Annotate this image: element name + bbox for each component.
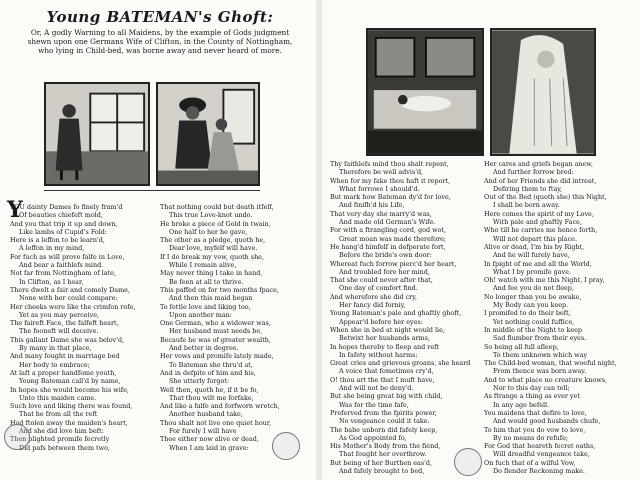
verse-line: One day of comfort find. — [339, 284, 418, 293]
verse-line: And he will furely have, — [493, 251, 570, 260]
verse-line: There dwelt a fair and comely Dame, — [10, 285, 130, 294]
verse-line: In fafety without harms: — [339, 350, 418, 359]
verse-line: And finifh'd his Life, — [339, 201, 405, 210]
subtitle-line: who lying in Child-bed, was borne away and never heard of more. — [38, 46, 282, 55]
verse-line: And wherefore she did cry, — [330, 292, 418, 301]
verse-line: Another husband take, — [169, 410, 243, 419]
woodcut-bed-scene-image — [368, 30, 482, 154]
verse-line: Before the bride's own door: — [339, 251, 432, 260]
verse-line: Defiring them to ftay, — [493, 184, 563, 193]
ballad-subtitle — [10, 28, 310, 55]
verse-line: And you that trip it up and down, — [10, 219, 118, 228]
verse-line: Had ftolen away the maiden's heart, — [10, 418, 128, 427]
verse-line: From thence was born away. — [493, 367, 587, 376]
verse-line: Who till he carries me hence forth, — [484, 226, 598, 235]
library-stamp — [454, 448, 482, 476]
subtitle-line: shewn upon one Germans Wife of Clifton, in the County of Nottingham, — [27, 37, 293, 46]
verse-line: And bear a faithlefs mind. — [19, 261, 104, 270]
verse-line: And of her Friends she did intreat, — [484, 176, 597, 185]
verse-line: A voice that fometimes cry'd, — [339, 367, 434, 376]
verse-line: And in defpite of him and his, — [160, 368, 256, 377]
verse-line: No longer than you be awake, — [484, 292, 582, 301]
verse-line: By many in that place, — [19, 344, 92, 353]
verse-line: Great moan was made therefore; — [339, 234, 447, 243]
verse-line: Her vows and promife lately made, — [160, 352, 274, 361]
woodcut-ghost-image — [492, 30, 594, 154]
verse-line: And better in degree. — [169, 344, 239, 353]
verse-line: Not far from Nottingham of late, — [10, 269, 116, 278]
verse-line: To them unknown which way — [493, 350, 588, 359]
library-stamp — [4, 424, 30, 450]
verse-line: Her cares and griefs began anew, — [484, 160, 594, 168]
verse-line: The faireft Face, the falfeft heart, — [10, 319, 119, 328]
verse-line: Of beauties chiefeft mold, — [19, 211, 103, 220]
verse-line: Her fancy did forniy, — [339, 301, 406, 310]
verse-line: Her cheeks were like the crimfon rofe, — [10, 302, 136, 311]
verse-line: By no means do refufe; — [493, 433, 568, 442]
verse-line: Becaufe he was of greater wealth, — [160, 335, 271, 344]
verse-line: YOU dainty Dames fo finely fram'd — [10, 203, 123, 211]
verse-line: While I remain alive, — [169, 261, 237, 270]
verse-line: My Body can you keep. — [493, 301, 569, 310]
verse-line: And then this maid began — [169, 294, 253, 303]
verse-line: Here is a leffon to be learn'd, — [10, 236, 105, 245]
right-page — [322, 0, 640, 480]
verse-line: A leffon in my mind, — [19, 244, 85, 253]
verse-line: I promifed to do their beft, — [484, 309, 571, 318]
verse-line: Appear'd before her eyes: — [339, 317, 423, 326]
verse-line: O! thou art the that I muft have, — [330, 375, 435, 384]
woodcut-house-figure — [44, 82, 150, 186]
verse-line: In Clifton, as I hear, — [19, 277, 84, 286]
verse-line: Will dreadful vengeance take, — [493, 450, 590, 459]
verse-line: To Bateman she thru'd at, — [169, 360, 253, 369]
verse-line: Young Bateman call'd by name, — [19, 377, 121, 386]
subtitle-line: Or, A godly Warning to all Maidens, by the example of Gods judgment — [30, 28, 290, 37]
verse-line: You maidens that defire to love, — [484, 408, 587, 417]
verse-line: Thee either now alive or dead, — [160, 435, 259, 444]
woodcut-couple-image — [158, 84, 258, 184]
verse-line: Then plighted promife fecretly — [10, 435, 110, 444]
verse-line: Yet nothing could fuffice, — [493, 317, 575, 326]
verse-line: And further forrow bred: — [493, 168, 574, 177]
verse-line: Alive or dead, I'm his by Right, — [484, 242, 585, 251]
woodcut-ghost — [490, 28, 596, 156]
verse-line: Will not depart this place. — [493, 234, 577, 243]
verse-line: Here comes the spirit of my Love, — [484, 209, 594, 218]
verse-line: In any age befell. — [493, 400, 550, 409]
library-stamp — [272, 432, 300, 460]
verse-line: May never thing I take in hand, — [160, 269, 263, 278]
verse-line: Yet as you may perceive, — [19, 310, 100, 319]
verse-line: When I am laid in grave: — [169, 443, 249, 452]
verse-line: Do flender Reckoning make. — [493, 466, 585, 475]
verse-line: For God that heareth fecret oaths, — [484, 442, 596, 451]
verse-line: Dear love, myfelf will have. — [169, 244, 258, 253]
verse-line: Her body to embrace; — [19, 360, 90, 369]
verse-line: That nothing could but death itfelf, — [160, 203, 274, 211]
verse-line: What forrowe I should'd. — [339, 184, 420, 193]
verse-line: But mark how Bateman dy'd for love, — [330, 193, 451, 202]
verse-line: Her husband must needs be, — [169, 327, 263, 336]
verse-line: But being of her Burthen eas'd, — [330, 458, 433, 467]
verse-line: But she being great big with child, — [330, 392, 443, 401]
verse-line: Betwixt her husbands arms, — [339, 334, 430, 343]
verse-line: Was for the time fafe, — [339, 400, 409, 409]
woodcut-bed-scene — [366, 28, 484, 156]
verse-line: In hopes thereby to fleep and reft — [330, 342, 440, 351]
verse-line: I shall be born away. — [493, 201, 560, 210]
verse-line: Therefore be well advis'd, — [339, 168, 424, 177]
verse-column-right-1 — [330, 160, 480, 478]
verse-line: In middle of the Night to keep — [484, 325, 582, 334]
verse-line: Thou shalt not live one quiet hour, — [160, 418, 272, 427]
verse-line: That he from all the reft — [19, 410, 98, 419]
verse-line: Well then, quoth he, if it be fo, — [160, 385, 259, 394]
verse-line: One half to her he gave, — [169, 227, 248, 236]
verse-line: Out of the Bed (quoth she) this Night, — [484, 193, 607, 202]
verse-line: If I do break my vow, quoth she, — [160, 252, 264, 261]
verse-line: On fuch that of a wilful Vow, — [484, 458, 576, 467]
woodcut-couple — [156, 82, 260, 186]
verse-column-left-1 — [10, 203, 160, 475]
verse-line: What I by promife gave. — [493, 267, 571, 276]
verse-line: Whereat fuch forrow pierc'd her heart, — [330, 259, 457, 268]
verse-line: Young Bateman's pale and ghaftly ghoft, — [330, 309, 462, 318]
verse-line: And she did love him beft: — [19, 427, 104, 436]
verse-line: And like a falfe and forfworn wretch, — [160, 402, 280, 411]
verse-line: No vengeance could it take. — [339, 417, 430, 426]
verse-line: Thy faithlefs mind thou shalt repent, — [330, 160, 449, 168]
verse-line: For furely I will have — [169, 427, 237, 436]
verse-line: And would good husbands chufe, — [493, 417, 601, 426]
verse-line: And many fought in marriage bed — [10, 352, 120, 361]
verse-line: This gallant Dame she was belov'd, — [10, 335, 125, 344]
verse-line: And will not be deny'd. — [339, 384, 414, 393]
verse-line: One German, who a widower was, — [160, 319, 271, 328]
verse-line: The babe unborn did fafely keep, — [330, 425, 438, 434]
verse-line: For with a ftrangling cord, god wot, — [330, 226, 447, 235]
ballad-title: Young BATEMAN's Ghoft: — [46, 8, 274, 26]
verse-line: At laft a proper handfome youth, — [10, 368, 117, 377]
verse-line: Nor to this day can tell; — [493, 384, 570, 393]
verse-line: His Mother's Body from the fiend, — [330, 442, 441, 451]
verse-line: So being all full afleep, — [484, 342, 559, 351]
verse-line: To fettle love and liking too, — [160, 302, 251, 311]
verse-line: He hang'd himfelf in defperate fort, — [330, 242, 446, 251]
verse-line: And made old German's Wife. — [339, 218, 436, 227]
verse-line: Oh! watch with me this Night, I pray, — [484, 276, 605, 285]
verse-line: Be feen at all to thrive. — [169, 277, 244, 286]
verse-line: The other as a pledge, quoth he, — [160, 236, 266, 245]
verse-line: As God appointed fo, — [339, 433, 407, 442]
verse-line: That she could never after that, — [330, 276, 433, 285]
verse-line: Great cries and grievous groans, she heard — [330, 359, 471, 368]
verse-line: That thou wilt me forfake, — [169, 393, 254, 402]
left-page — [0, 0, 316, 480]
divider-rule — [44, 190, 260, 191]
verse-line: Upon another man: — [169, 310, 232, 319]
drop-capital: Y — [7, 197, 23, 223]
verse-line: That fought her overthrow. — [339, 450, 427, 459]
verse-line: In hopes she would become his wife, — [10, 385, 129, 394]
verse-line: Preferved from the fpirits power, — [330, 408, 437, 417]
verse-line: Sad flumber from their eyes. — [493, 334, 587, 343]
verse-line: As ftrange a thing as ever yet — [484, 392, 580, 401]
verse-line: This paffed on for two months fpace, — [160, 285, 279, 294]
verse-line: The fooneft will deceive. — [19, 327, 99, 336]
verse-line: When she in bed at night would lie, — [330, 325, 445, 334]
verse-line: And fee you do not fleep, — [493, 284, 574, 293]
verse-line: With pale and ghaftly Face, — [493, 218, 582, 227]
verse-line: Like lambs of Cupid's Fold: — [19, 227, 108, 236]
verse-line: In fpight of me and all the World, — [484, 259, 592, 268]
verse-line: None with her could compare: — [19, 294, 118, 303]
verse-line: And fafely brought to bed, — [339, 466, 425, 475]
verse-line: When for my fake thou haft it report, — [330, 176, 451, 185]
verse-line: The Child-bed woman, that woeful night, — [484, 359, 617, 368]
verse-line: This true Love-knot undo. — [169, 211, 253, 220]
verse-line: She utterly forgot: — [169, 377, 230, 386]
verse-line: That very day she marry'd was, — [330, 209, 432, 218]
verse-line: Unto this maiden came. — [19, 393, 97, 402]
verse-line: And to what place no creature knows, — [484, 375, 608, 384]
verse-column-right-2 — [484, 160, 636, 478]
woodcut-house-figure-image — [46, 84, 148, 184]
verse-line: He broke a piece of Gold in twain, — [160, 219, 271, 228]
verse-line: And troubled fore her mind, — [339, 267, 430, 276]
verse-line: Such love and liking there was found, — [10, 402, 133, 411]
verse-line: Did pafs between them two, — [19, 443, 110, 452]
verse-line: To him that you do vow to love, — [484, 425, 586, 434]
verse-line: For fuch as will prove falfe in Love, — [10, 252, 125, 261]
